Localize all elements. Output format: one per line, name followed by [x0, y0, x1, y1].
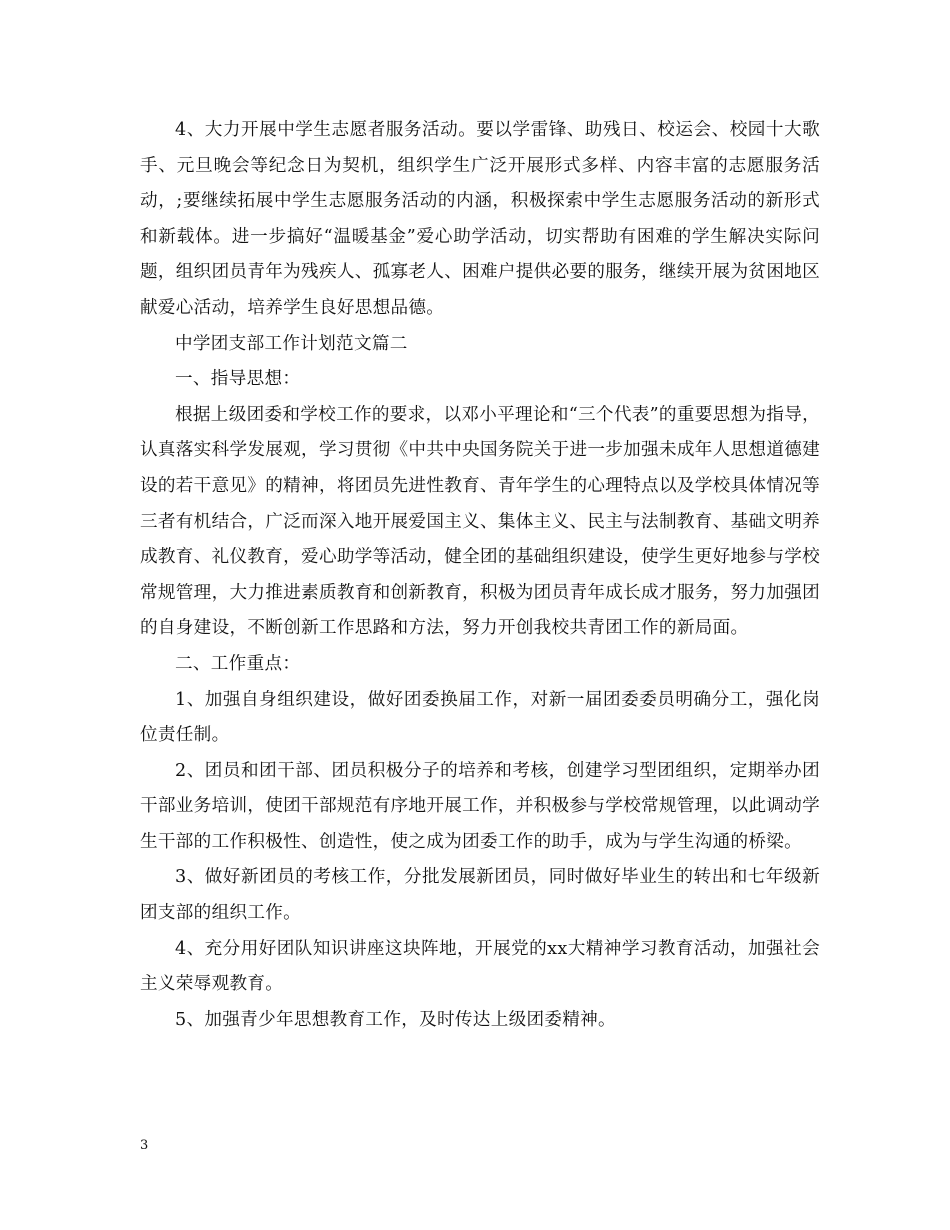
paragraph-item-5: 5、加强青少年思想教育工作，及时传达上级团委精神。: [175, 1009, 616, 1030]
document-body: [140, 113, 820, 1038]
paragraph-item-3: 3、做好新团员的考核工作，分批发展新团员，同时做好毕业生的转出和七年级新团支部的组织工作。: [140, 867, 820, 924]
heading-work-focus: 二、工作重点：: [175, 653, 301, 674]
heading-guiding-ideology: 一、指导思想：: [175, 369, 301, 390]
paragraph-guiding-ideology: 根据上级团委和学校工作的要求，以邓小平理论和“三个代表”的重要思想为指导，认真落实科学发展观，学习贯彻《中共中央国务院关于进一步加强未成年人思想道德建设的若干意见》的精神，将团员先进性教育、青年学生的心理特点以及学校具体情况等三者有机结合，广泛而深入地开展爱国主义、集体主义、民主与法制教育、基础文明养成教育、礼仪教育，爱心助学等活动，健全团的基础组织建设，使学生更好地参与学校常规管理，大力推进素质教育和创新教育，积极为团员青年成长成才服务，努力加强团的自身建设，不断创新工作思路和方法，努力开创我校共青团工作的新局面。: [140, 404, 820, 639]
section-title-plan-two: 中学团支部工作计划范文篇二: [175, 333, 408, 354]
paragraph-volunteer-service: 4、大力开展中学生志愿者服务活动。要以学雷锋、助残日、校运会、校园十大歌手、元旦晚会等纪念日为契机，组织学生广泛开展形式多样、内容丰富的志愿服务活动，;要继续拓展中学生志愿服务活动的内涵，积极探索中学生志愿服务活动的新形式和新载体。进一步搞好“温暖基金”爱心助学活动，切实帮助有困难的学生解决实际问题，组织团员青年为残疾人、孤寡老人、困难户提供必要的服务，继续开展为贫困地区献爱心活动，培养学生良好思想品德。: [140, 120, 820, 318]
paragraph-item-4: 4、充分用好团队知识讲座这块阵地，开展党的xx大精神学习教育活动，加强社会主义荣辱观教育。: [140, 938, 820, 995]
page-number: 3: [140, 1138, 149, 1153]
paragraph-item-2: 2、团员和团干部、团员积极分子的培养和考核，创建学习型团组织，定期举办团干部业务培训，使团干部规范有序地开展工作，并积极参与学校常规管理，以此调动学生干部的工作积极性、创造性，使之成为团委工作的助手，成为与学生沟通的桥梁。: [140, 760, 820, 852]
paragraph-item-1: 1、加强自身组织建设，做好团委换届工作，对新一届团委委员明确分工，强化岗位责任制。: [140, 689, 820, 746]
